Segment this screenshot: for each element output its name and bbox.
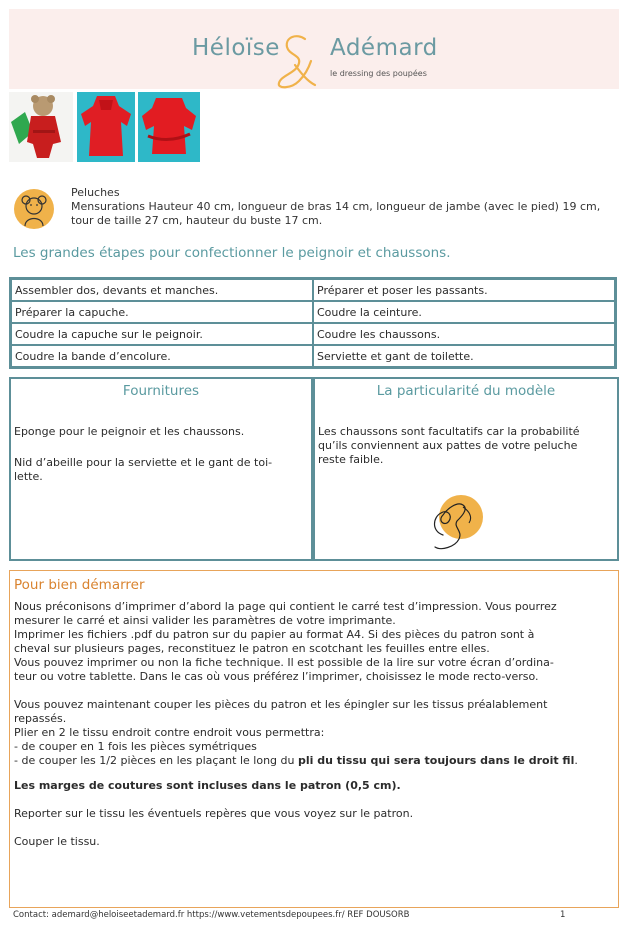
red-robe-front-photo <box>77 92 135 162</box>
brand-name-left: Héloïse <box>192 35 280 61</box>
table-row <box>11 301 615 323</box>
brand-name-right: Adémard <box>330 35 438 61</box>
steps-title: Les grandes étapes pour confectionner le peignoir et chaussons. <box>13 245 451 261</box>
supplies-box <box>9 377 313 561</box>
size-profile <box>71 186 611 228</box>
text-line: Nous préconisons d’imprimer d’abord la page qui contient le carré test d’impression. Vous pourrez <box>14 600 557 613</box>
supplies-line-1: Eponge pour le peignoir et les chaussons. <box>14 425 245 438</box>
getting-started-title: Pour bien démarrer <box>14 577 145 593</box>
text-line: mesurer le carré et ainsi valider les paramètres de votre imprimante. <box>14 614 396 627</box>
seam-allowance-note: Les marges de coutures sont incluses dans le patron (0,5 cm). <box>14 779 401 792</box>
step-cell: Préparer et poser les passants. <box>313 279 615 301</box>
supplies-title: Fournitures <box>122 383 200 399</box>
step-cell: Coudre la bande d’encolure. <box>11 345 313 367</box>
profile-measures-line2: tour de taille 27 cm, hauteur du buste 17 cm. <box>71 214 323 227</box>
text-line: Couper le tissu. <box>14 835 100 848</box>
bear-in-red-robe-photo <box>9 92 73 162</box>
step-cell: Coudre la ceinture. <box>313 301 615 323</box>
brand-tagline: le dressing des poupées <box>330 69 427 78</box>
steps-table <box>9 277 617 369</box>
text-line: repassés. <box>14 712 67 725</box>
specifics-line-1: Les chaussons sont facultatifs car la probabilité <box>318 425 580 438</box>
profile-category: Peluches <box>71 186 120 199</box>
step-cell: Coudre la capuche sur le peignoir. <box>11 323 313 345</box>
fold-text-c: . <box>574 754 578 767</box>
ampersand-logo-icon <box>271 31 321 91</box>
step-cell: Préparer la capuche. <box>11 301 313 323</box>
fold-text-bold: pli du tissu qui sera toujours dans le droit fil <box>297 754 575 767</box>
model-specifics-box <box>313 377 619 561</box>
footer-contact: Contact: ademard@heloiseetademard.fr https://www.vetementsdepoupees.fr/ REF DOUSORB <box>13 910 410 920</box>
getting-started-body <box>14 600 614 849</box>
specifics-line-2: qu’ils conviennent aux pattes de votre peluche <box>318 439 578 452</box>
measures-label: Mensurations <box>71 200 145 213</box>
step-cell: Assembler dos, devants et manches. <box>11 279 313 301</box>
step-cell: Coudre les chaussons. <box>313 323 615 345</box>
red-robe-belt-photo <box>138 92 200 162</box>
text-line: teur ou votre tablette. Dans le cas où vous préférez l’imprimer, choisissez le mode recto-verso. <box>14 670 539 683</box>
model-specifics-title: La particularité du modèle <box>376 383 556 399</box>
page-number: 1 <box>560 910 566 920</box>
step-cell: Serviette et gant de toilette. <box>313 345 615 367</box>
supplies-line-2: Nid d’abeille pour la serviette et le gant de toi- <box>14 456 273 469</box>
text-line: Vous pouvez maintenant couper les pièces du patron et les épingler sur les tissus préalablement <box>14 698 548 711</box>
text-line: Reporter sur le tissu les éventuels repères que vous voyez sur le patron. <box>14 807 414 820</box>
text-line: Plier en 2 le tissu endroit contre endroit vous permettra: <box>14 726 325 739</box>
profile-measures-line1 <box>71 200 611 214</box>
getting-started-box <box>9 570 619 908</box>
measures-text-1: Hauteur 40 cm, longueur de bras 14 cm, longueur de jambe (avec le pied) 19 cm, <box>145 200 601 213</box>
face-profile-icon <box>423 487 489 555</box>
brand-header <box>9 9 619 89</box>
text-line: Vous pouvez imprimer ou non la fiche technique. Il est possible de la lire sur votre écran d’ordina- <box>14 656 554 669</box>
table-row <box>11 323 615 345</box>
table-row <box>11 279 615 301</box>
table-row <box>11 345 615 367</box>
text-line: - de couper en 1 fois les pièces symétriques <box>14 740 257 753</box>
supplies-line-3: lette. <box>14 470 43 483</box>
text-line: cheval sur plusieurs pages, reconstituez le patron en scotchant les feuilles entre elles. <box>14 642 490 655</box>
teddy-bear-icon <box>13 188 55 230</box>
fold-text-a: - de couper les 1/2 pièces en les plaçant le long du <box>14 754 298 767</box>
text-line: Imprimer les fichiers .pdf du patron sur du papier au format A4. Si des pièces du patron sont à <box>14 628 535 641</box>
specifics-line-3: reste faible. <box>318 453 384 466</box>
fold-instruction <box>14 754 614 768</box>
